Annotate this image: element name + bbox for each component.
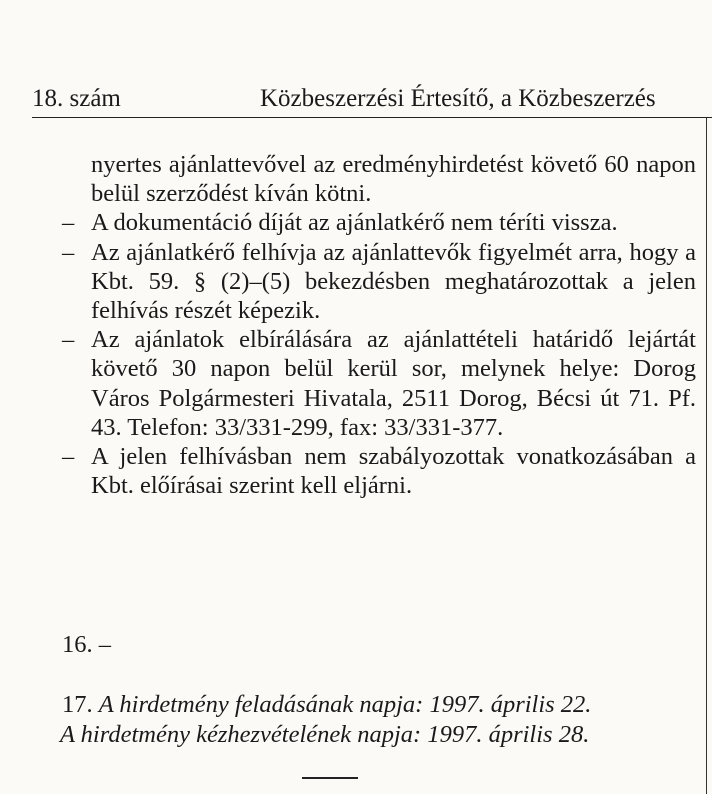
list-item-text: Az ajánlatok elbírálására az ajánlattételi határidő lejártát követő 30 napon belül kerül sor, melynek helye: Dorog Város Polgármesteri Hivatala, 2511 Dorog, Bécsi út 71. Pf. 43. Telefon: 33/331-299, fax: 33/331-377.: [91, 326, 696, 441]
list-item: [62, 238, 696, 326]
issue-number: 18. szám: [32, 85, 121, 112]
continuation-paragraph: nyertes ajánlattevővel az eredményhirdetést követő 60 napon belül szerződést kíván kötni.: [91, 151, 696, 208]
section-16: 16. –: [62, 631, 111, 658]
section-17-line-1: [62, 690, 696, 720]
list-dash: –: [62, 443, 75, 471]
list-dash: –: [62, 209, 75, 237]
list-item: [62, 208, 696, 237]
page-header: [32, 84, 712, 114]
page-edge-rule: [706, 118, 707, 794]
list-dash: –: [62, 326, 75, 354]
section-17: [62, 690, 696, 750]
publication-title: Közbeszerzési Értesítő, a Közbeszerzés: [260, 85, 656, 112]
body-text: [62, 150, 696, 500]
list-item: [62, 442, 696, 500]
list-item-text: Az ajánlatkérő felhívja az ajánlattevők figyelmét arra, hogy a Kbt. 59. § (2)–(5) bekezdésben meghatározottak a jelen felhívás részét képezik.: [91, 238, 696, 325]
submission-date-text: A hirdetmény feladásának napja: 1997. április 22.: [98, 691, 592, 718]
list-item-text: A dokumentáció díját az ajánlatkérő nem téríti vissza.: [91, 209, 618, 237]
header-rule: [32, 117, 712, 118]
list-dash: –: [62, 238, 75, 266]
section-17-number: 17.: [62, 691, 93, 718]
list-item: [62, 325, 696, 442]
receipt-date-text: A hirdetmény kézhezvételének napja: 1997. április 28.: [60, 721, 590, 748]
list-item-text: A jelen felhívásban nem szabályozottak vonatkozásában a Kbt. előírásai szerint kell eljárni.: [91, 443, 696, 500]
end-rule: [302, 777, 358, 779]
